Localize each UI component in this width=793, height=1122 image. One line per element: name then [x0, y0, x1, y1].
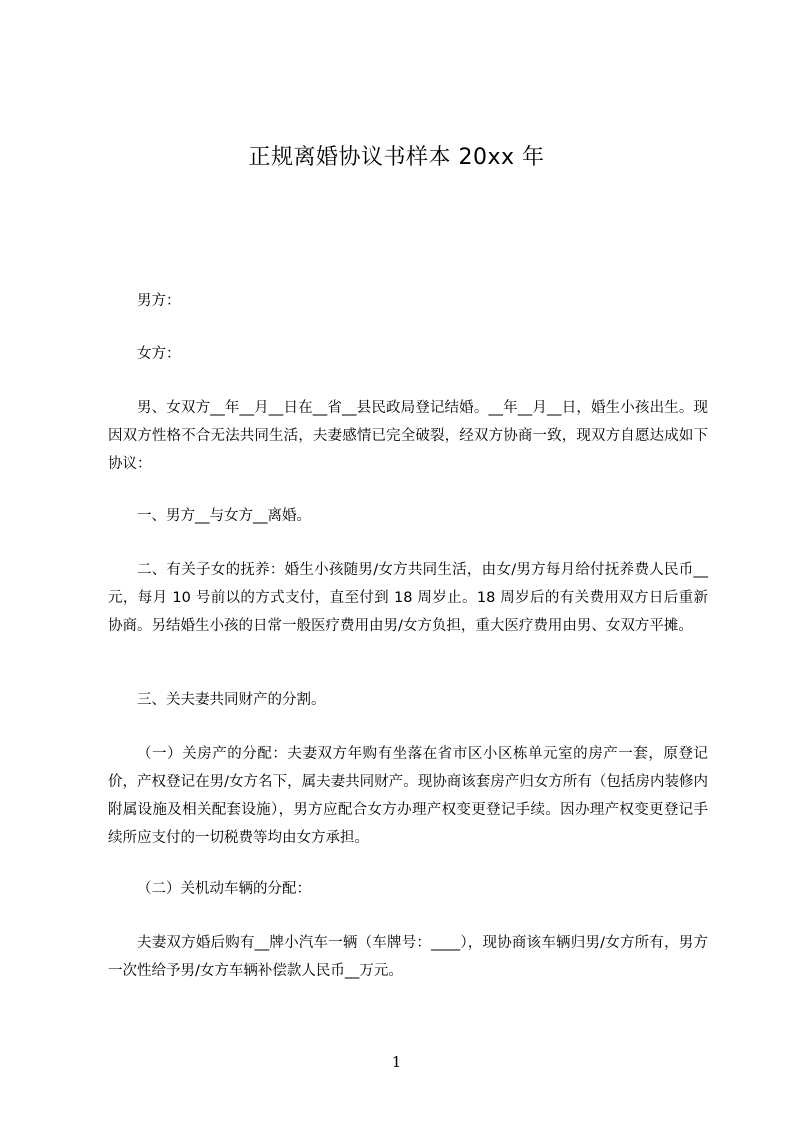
female-party-line: 女方：: [137, 346, 181, 362]
section-3-1-real-estate: （一）关房产的分配：夫妻双方年购有坐落在省市区小区栋单元室的房产一套，原登记价，产权登记在男/女方名下，属夫妻共同财产。现协商该套房产归女方所有（包括房内装修内附属设施及相关配套设施），男方应配合女方办理产权变更登记手续。因办理产权变更登记手续所应支付的一切税费等均由女方承担。: [108, 746, 708, 846]
section-2-child-custody: 二、有关子女的抚养：婚生小孩随男/女方共同生活，由女/男方每月给付抚养费人民币__元，每月 10 号前以的方式支付，直至付到 18 周岁止。18 周岁后的有关费用双方日后重新协商。另结婚生小孩的日常一般医疗费用由男/女方负担，重大医疗费用由男、女双方平摊。: [108, 562, 708, 634]
intro-paragraph: 男、女双方__年__月__日在__省__县民政局登记结婚。__年__月__日，婚生小孩出生。现因双方性格不合无法共同生活，夫妻感情已完全破裂，经双方协商一致，现双方自愿达成如下协议：: [108, 400, 708, 472]
vehicle-details-paragraph: 夫妻双方婚后购有__牌小汽车一辆（车牌号：____），现协商该车辆归男/女方所有，男方一次性给予男/女方车辆补偿款人民币__万元。: [108, 935, 708, 979]
section-1-divorce: 一、男方__与女方__离婚。: [137, 508, 311, 524]
section-3-2-vehicle-heading: （二）关机动车辆的分配：: [137, 881, 311, 897]
section-3-property-heading: 三、关夫妻共同财产的分割。: [137, 692, 326, 708]
document-title: 正规离婚协议书样本 20xx 年: [248, 145, 545, 170]
page-number: 1: [391, 1053, 402, 1071]
male-party-line: 男方：: [137, 293, 181, 309]
